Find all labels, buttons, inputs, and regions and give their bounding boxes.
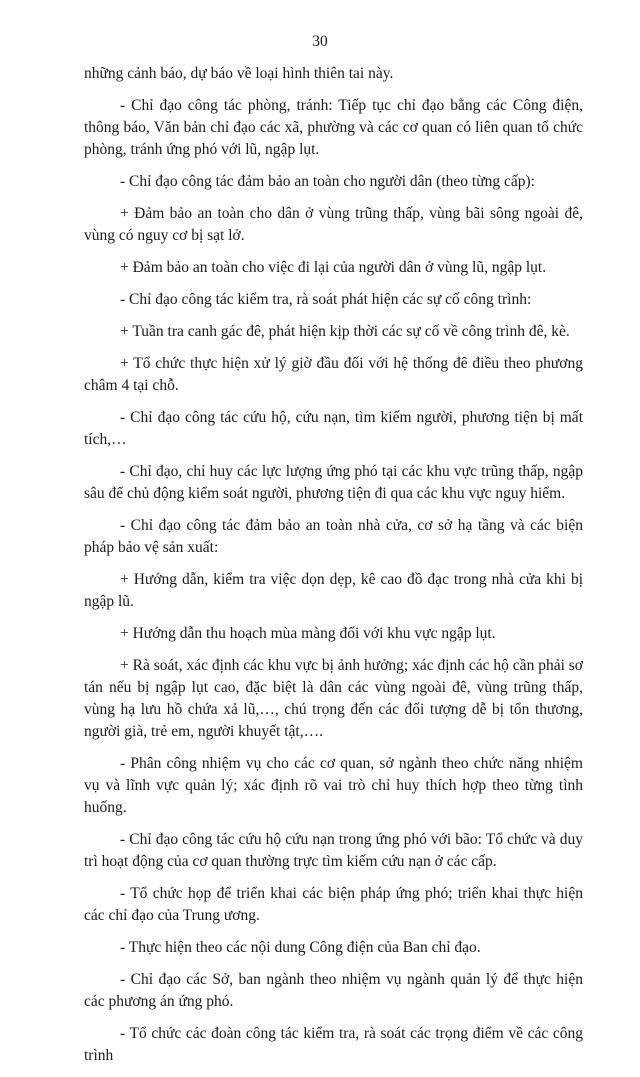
paragraph: + Đảm bảo an toàn cho việc đi lại của người dân ở vùng lũ, ngập lụt. (120, 259, 547, 276)
paragraph: - Chỉ đạo các Sở, ban ngành theo nhiệm vụ ngành quản lý để thực hiện các phương án ứng phó. (84, 971, 583, 1010)
paragraph: - Chỉ đạo công tác kiểm tra, rà soát phát hiện các sự cố công trình: (120, 291, 532, 308)
paragraph: - Phân công nhiệm vụ cho các cơ quan, sở ngành theo chức năng nhiệm vụ và lĩnh vực quản lý; xác định rõ vai trò chỉ huy thích hợp theo từng tình huống. (84, 755, 583, 816)
paragraph: - Tổ chức họp để triển khai các biện pháp ứng phó; triển khai thực hiện các chỉ đạo của Trung ương. (84, 885, 583, 924)
paragraph: - Chỉ đạo, chỉ huy các lực lượng ứng phó tại các khu vực trũng thấp, ngập sâu để chủ động kiểm soát người, phương tiện đi qua các khu vực nguy hiểm. (84, 463, 583, 502)
document-body (84, 63, 583, 1077)
paragraph: những cảnh báo, dự báo về loại hình thiên tai này. (84, 65, 394, 82)
page-number: 30 (312, 33, 328, 50)
paragraph: - Chỉ đạo công tác đảm bảo an toàn nhà cửa, cơ sở hạ tầng và các biện pháp bảo vệ sản xuất: (84, 517, 583, 556)
paragraph: + Hướng dẫn, kiểm tra việc dọn dẹp, kê cao đồ đạc trong nhà cửa khi bị ngập lũ. (84, 571, 583, 610)
paragraph: + Rà soát, xác định các khu vực bị ảnh hưởng; xác định các hộ cần phải sơ tán nếu bị ngập lụt cao, đặc biệt là dân các vùng ngoài đê, vùng trũng thấp, vùng hạ lưu hồ chứa xả lũ,…, chú trọng đến các đối tượng dễ bị tổn thương, người già, trẻ em, người khuyết tật,…. (84, 657, 583, 740)
paragraph: - Tổ chức các đoàn công tác kiểm tra, rà soát các trọng điểm về các công trình (84, 1025, 583, 1064)
paragraph: - Chỉ đạo công tác phòng, tránh: Tiếp tục chỉ đạo bằng các Công điện, thông báo, Văn bản chỉ đạo các xã, phường và các cơ quan có liên quan tổ chức phòng, tránh ứng phó với lũ, ngập lụt. (84, 97, 583, 158)
paragraph: + Hướng dẫn thu hoạch mùa màng đối với khu vực ngập lụt. (120, 625, 496, 642)
paragraph: - Chỉ đạo công tác cứu hộ, cứu nạn, tìm kiếm người, phương tiện bị mất tích,… (84, 409, 583, 448)
paragraph: - Chỉ đạo công tác đảm bảo an toàn cho người dân (theo từng cấp): (120, 173, 535, 190)
paragraph: - Chỉ đạo công tác cứu hộ cứu nạn trong ứng phó với bão: Tổ chức và duy trì hoạt động của cơ quan thường trực tìm kiếm cứu nạn ở các cấp. (84, 831, 583, 870)
paragraph: + Đảm bảo an toàn cho dân ở vùng trũng thấp, vùng bãi sông ngoài đê, vùng có nguy cơ bị sạt lở. (84, 205, 583, 244)
paragraph: - Thực hiện theo các nội dung Công điện của Ban chỉ đạo. (120, 939, 481, 956)
paragraph: + Tổ chức thực hiện xử lý giờ đầu đối với hệ thống đê điều theo phương châm 4 tại chỗ. (84, 355, 583, 394)
paragraph: + Tuần tra canh gác đê, phát hiện kịp thời các sự cố về công trình đê, kè. (120, 323, 570, 340)
